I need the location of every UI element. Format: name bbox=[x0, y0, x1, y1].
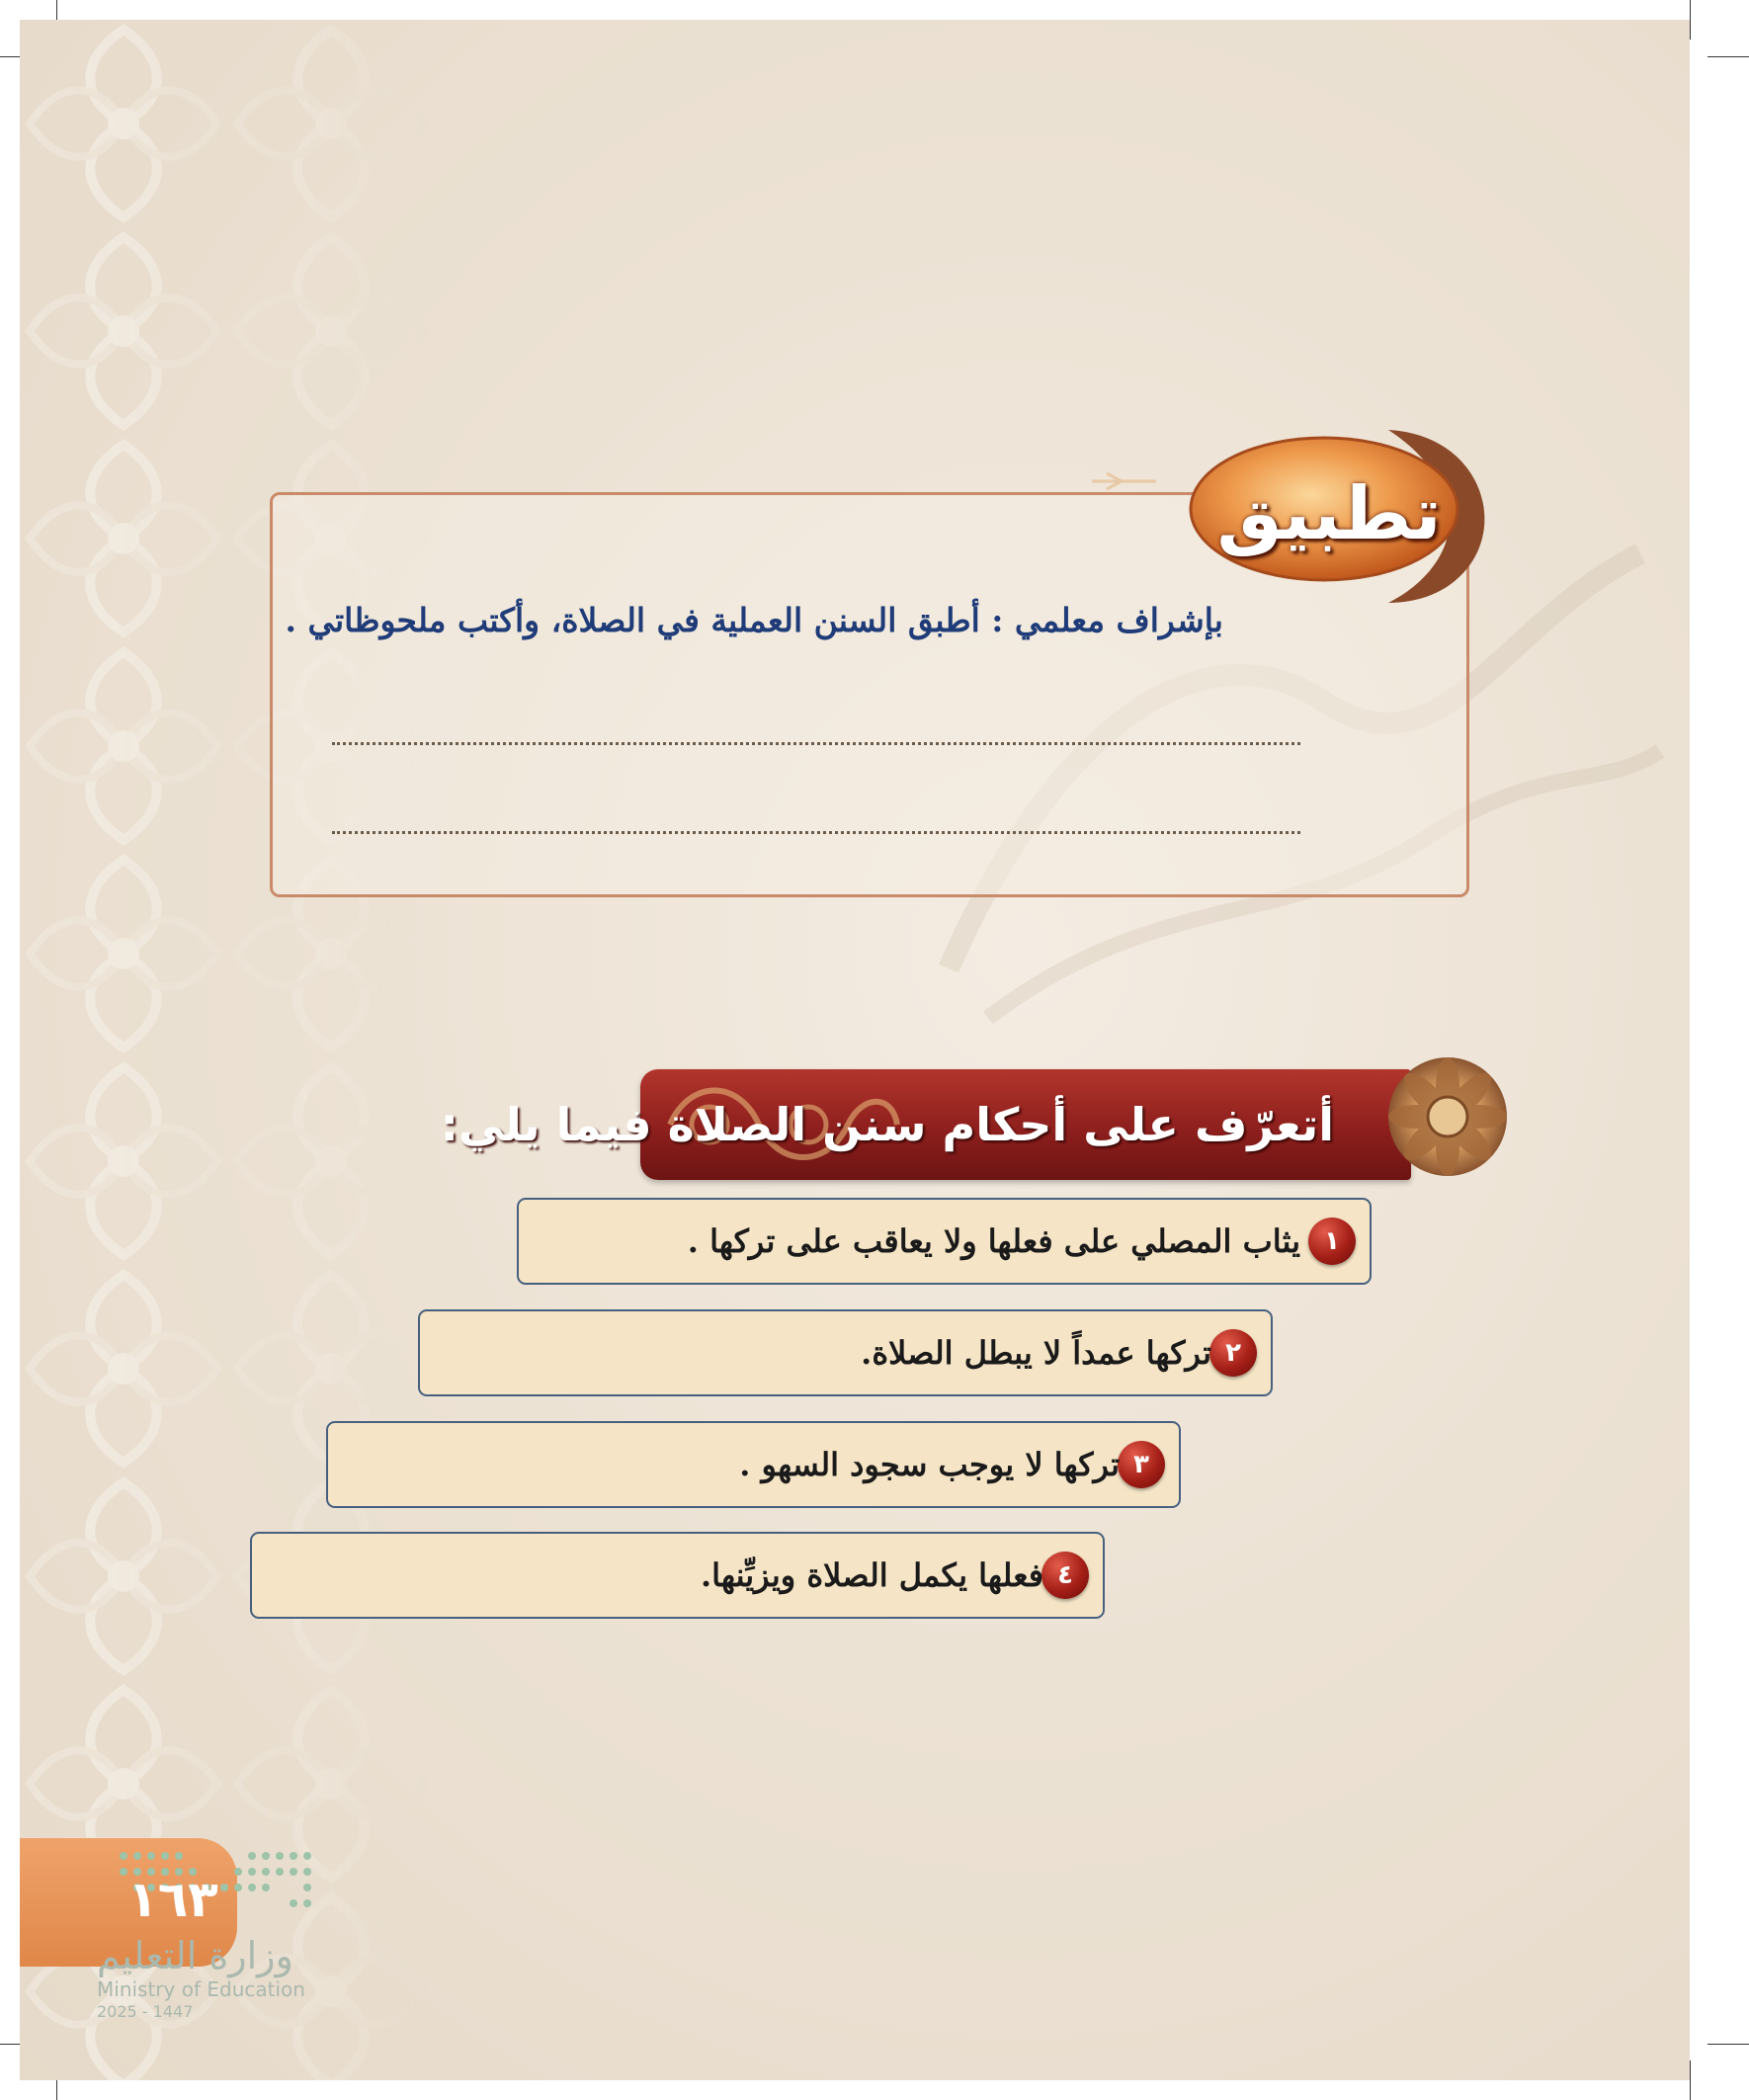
rule-text: فعلها يكمل الصلاة ويزيِّنها. bbox=[700, 1556, 1043, 1594]
arabesque-ornament bbox=[20, 20, 435, 2080]
ministry-name-arabic: وزارة التعليم bbox=[97, 1934, 293, 1977]
edition-year: 2025 - 1447 bbox=[97, 2002, 194, 2021]
section-heading: أتعرّف على أحكام سنن الصلاة فيما يلي: bbox=[440, 1098, 1334, 1151]
rule-text: تركها لا يوجب سجود السهو . bbox=[739, 1446, 1120, 1483]
rule-number-badge: ٤ bbox=[1041, 1552, 1089, 1599]
rosette-icon bbox=[1378, 1048, 1517, 1186]
rule-text: يثاب المصلي على فعلها ولا يعاقب على تركها . bbox=[687, 1222, 1300, 1260]
application-instruction: بإشراف معلمي : أطبق السنن العملية في الصلاة، وأكتب ملحوظاتي . bbox=[285, 601, 1223, 639]
crop-mark bbox=[1707, 56, 1749, 57]
rule-number-badge: ١ bbox=[1308, 1218, 1356, 1265]
rule-number-badge: ٢ bbox=[1209, 1329, 1257, 1377]
crop-mark bbox=[1707, 2044, 1749, 2045]
tatbiq-title: تطبيق bbox=[1216, 471, 1442, 556]
rule-box bbox=[250, 1532, 1105, 1619]
crop-mark bbox=[1690, 2060, 1691, 2100]
rule-text: تركها عمداً لا يبطل الصلاة. bbox=[861, 1334, 1211, 1372]
answer-line[interactable] bbox=[332, 831, 1300, 834]
rule-box bbox=[418, 1309, 1273, 1396]
rule-number-badge: ٣ bbox=[1118, 1441, 1165, 1488]
page-number: ١٦٣ bbox=[127, 1871, 218, 1928]
crop-mark bbox=[1690, 0, 1691, 40]
ministry-name-english: Ministry of Education bbox=[97, 1977, 305, 2001]
tatbiq-badge bbox=[1062, 410, 1517, 608]
textbook-page bbox=[20, 20, 1690, 2080]
rule-box bbox=[326, 1421, 1181, 1508]
rule-box bbox=[517, 1198, 1372, 1285]
answer-line[interactable] bbox=[332, 742, 1300, 745]
